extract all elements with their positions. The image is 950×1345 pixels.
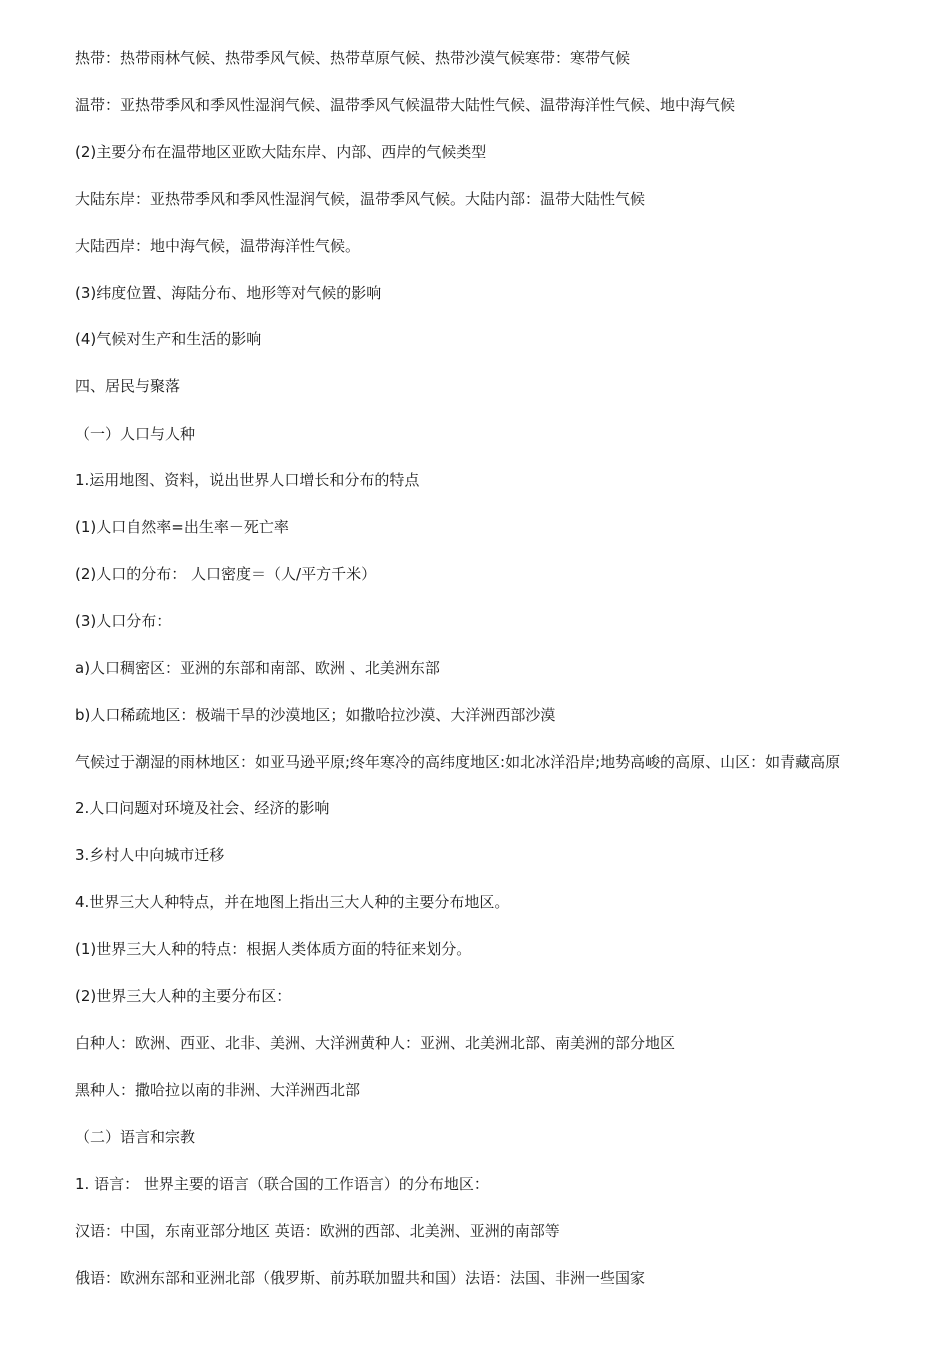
text-line: (1)世界三大人种的特点：根据人类体质方面的特征来划分。: [75, 940, 472, 958]
text-line: (3)纬度位置、海陆分布、地形等对气候的影响: [75, 284, 382, 302]
text-line: (2)主要分布在温带地区亚欧大陆东岸、内部、西岸的气候类型: [75, 143, 487, 161]
text-line: 1. 语言： 世界主要的语言（联合国的工作语言）的分布地区：: [75, 1175, 489, 1193]
text-line: 大陆西岸：地中海气候，温带海洋性气候。: [75, 237, 361, 255]
text-line: 黑种人：撒哈拉以南的非洲、大洋洲西北部: [75, 1081, 361, 1099]
text-line: (4)气候对生产和生活的影响: [75, 330, 262, 348]
text-line: 俄语：欧洲东部和亚洲北部（俄罗斯、前苏联加盟共和国）法语：法国、非洲一些国家: [75, 1269, 646, 1287]
text-line: 气候过于潮湿的雨林地区：如亚马逊平原;终年寒冷的高纬度地区:如北冰洋沿岸;地势高峻的高原、山区：如青藏高原: [75, 753, 841, 771]
text-line: 白种人：欧洲、西亚、北非、美洲、大洋洲黄种人：亚洲、北美洲北部、南美洲的部分地区: [75, 1034, 676, 1052]
subsection-heading: （一）人口与人种: [75, 425, 196, 443]
text-line: 温带：亚热带季风和季风性湿润气候、温带季风气候温带大陆性气候、温带海洋性气候、地中海气候: [75, 96, 736, 114]
text-line: a)人口稠密区：亚洲的东部和南部、欧洲 、北美洲东部: [75, 659, 440, 677]
text-line: 大陆东岸：亚热带季风和季风性湿润气候，温带季风气候。大陆内部：温带大陆性气候: [75, 190, 646, 208]
section-heading: 四、居民与聚落: [75, 377, 181, 395]
subsection-heading: （二）语言和宗教: [75, 1128, 196, 1146]
text-line: (3)人口分布：: [75, 612, 172, 630]
text-line: 4.世界三大人种特点，并在地图上指出三大人种的主要分布地区。: [75, 893, 510, 911]
text-line: 汉语：中国，东南亚部分地区 英语：欧洲的西部、北美洲、亚洲的南部等: [75, 1222, 560, 1240]
text-line: (2)人口的分布： 人口密度＝（人/平方千米）: [75, 565, 377, 583]
text-line: 2.人口问题对环境及社会、经济的影响: [75, 799, 330, 817]
text-line: (2)世界三大人种的主要分布区：: [75, 987, 292, 1005]
text-line: 热带：热带雨林气候、热带季风气候、热带草原气候、热带沙漠气候寒带：寒带气候: [75, 49, 631, 67]
text-line: b)人口稀疏地区：极端干旱的沙漠地区；如撒哈拉沙漠、大洋洲西部沙漠: [75, 706, 556, 724]
text-line: (1)人口自然率=出生率－死亡率: [75, 518, 289, 536]
text-line: 3.乡村人中向城市迁移: [75, 846, 225, 864]
text-line: 1.运用地图、资料，说出世界人口增长和分布的特点: [75, 471, 420, 489]
